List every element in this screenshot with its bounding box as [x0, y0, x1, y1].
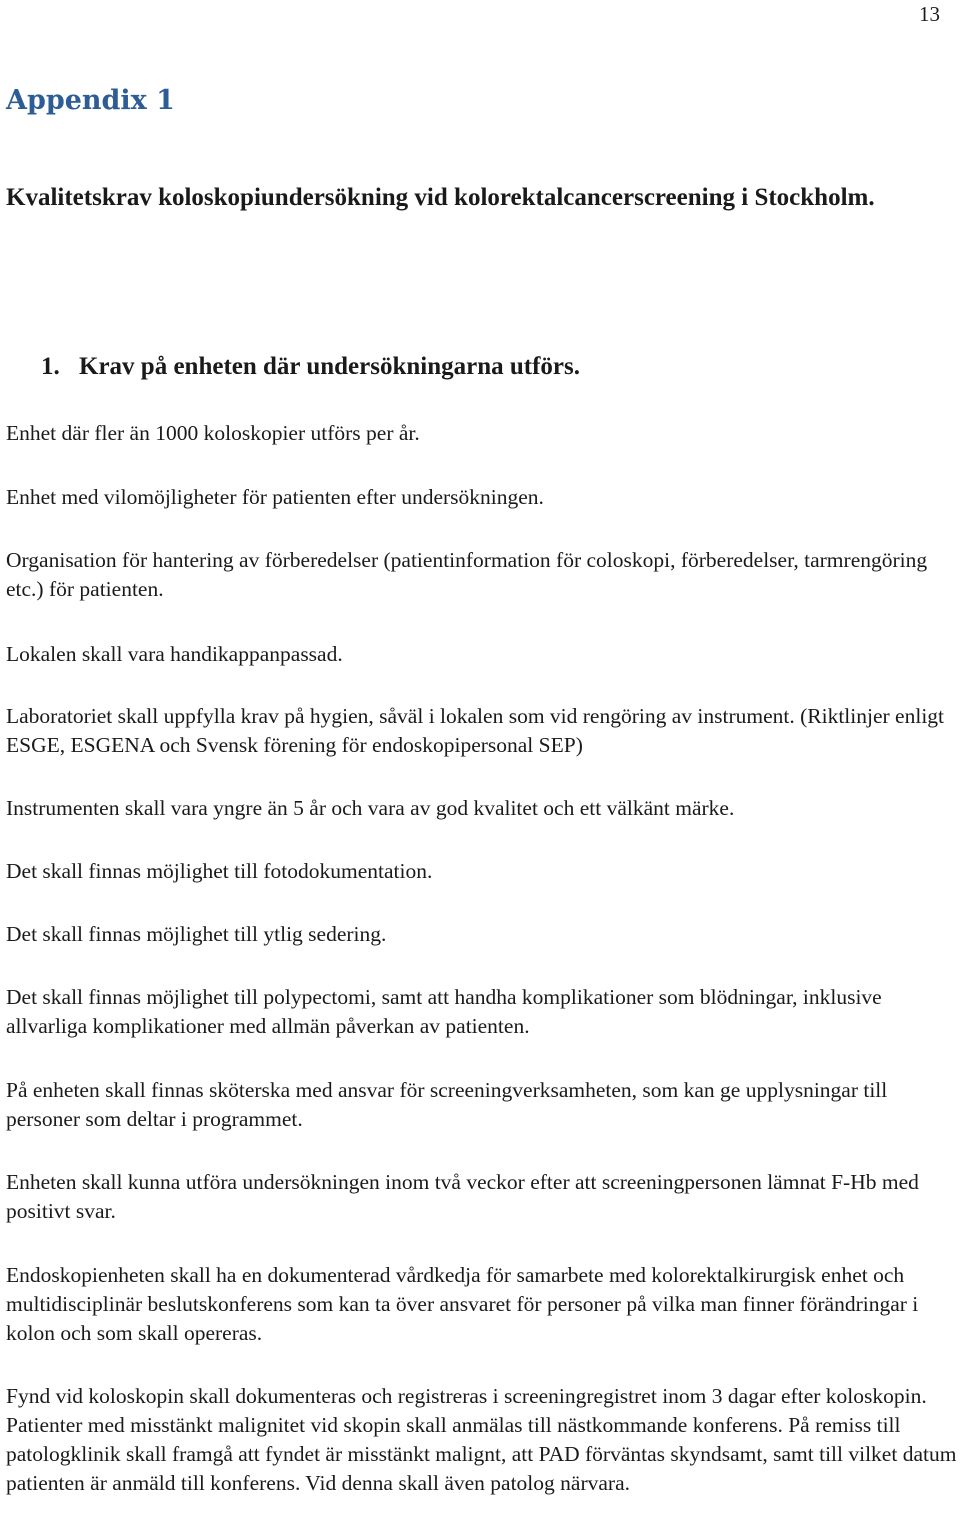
paragraph-recovery: Enhet med vilomöjligheter för patienten efter undersökningen.	[6, 485, 544, 509]
paragraph-unit-volume: Enhet där fler än 1000 koloskopier utförs per år.	[6, 421, 420, 445]
paragraph-care-chain: Endoskopienheten skall ha en dokumenterad vårdkedja för samarbete med kolorektalkirurgisk enhet och multidisciplinär beslutskonferens som kan ta över ansvaret för personer på vilka man finner förändringar i kolon och som skall opereras.	[6, 1263, 919, 1345]
paragraph-polypectomy: Det skall finnas möjlighet till polypectomi, samt att handha komplikationer som blödningar, inklusive allvarliga komplikationer med allmän påverkan av patienten.	[6, 985, 882, 1038]
paragraph-instruments: Instrumenten skall vara yngre än 5 år och vara av god kvalitet och ett välkänt märke.	[6, 796, 735, 820]
paragraph-accessibility: Lokalen skall vara handikappanpassad.	[6, 642, 343, 666]
document-title: Kvalitetskrav koloskopiundersökning vid kolorektalcancerscreening i Stockholm.	[6, 184, 875, 211]
paragraph-response-time: Enheten skall kunna utföra undersökningen inom två veckor efter att screeningpersonen lämnat F-Hb med positivt svar.	[6, 1170, 919, 1223]
appendix-title: Appendix 1	[6, 85, 175, 116]
paragraph-organisation: Organisation för hantering av förberedelser (patientinformation för coloskopi, förberedelser, tarmrengöring etc.) för patienten.	[6, 548, 928, 601]
paragraph-sedation: Det skall finnas möjlighet till ytlig sedering.	[6, 922, 387, 946]
paragraph-hygiene: Laboratoriet skall uppfylla krav på hygien, såväl i lokalen som vid rengöring av instrument. (Riktlinjer enligt ESGE, ESGENA och Svensk förening för endoskopipersonal SEP)	[6, 704, 945, 757]
paragraph-photo-documentation: Det skall finnas möjlighet till fotodokumentation.	[6, 859, 433, 883]
section-number: 1.	[41, 353, 60, 380]
section-heading	[41, 351, 580, 383]
paragraph-findings-registration: Fynd vid koloskopin skall dokumenteras och registreras i screeningregistret inom 3 dagar efter koloskopin. Patienter med misstänkt malignitet vid skopin skall anmälas till nästkommande konferens. På remiss till patologklinik skall framgå att fyndet är misstänkt malignt, att PAD förväntas skyndsamt, samt till vilket datum patienten är anmäld till konferens. Vid denna skall även patolog närvara.	[6, 1384, 957, 1495]
paragraph-screening-nurse: På enheten skall finnas sköterska med ansvar för screeningverksamheten, som kan ge upplysningar till personer som deltar i programmet.	[6, 1078, 888, 1131]
section-heading-text: Krav på enheten där undersökningarna utförs.	[79, 353, 580, 380]
page-number: 13	[919, 2, 940, 26]
